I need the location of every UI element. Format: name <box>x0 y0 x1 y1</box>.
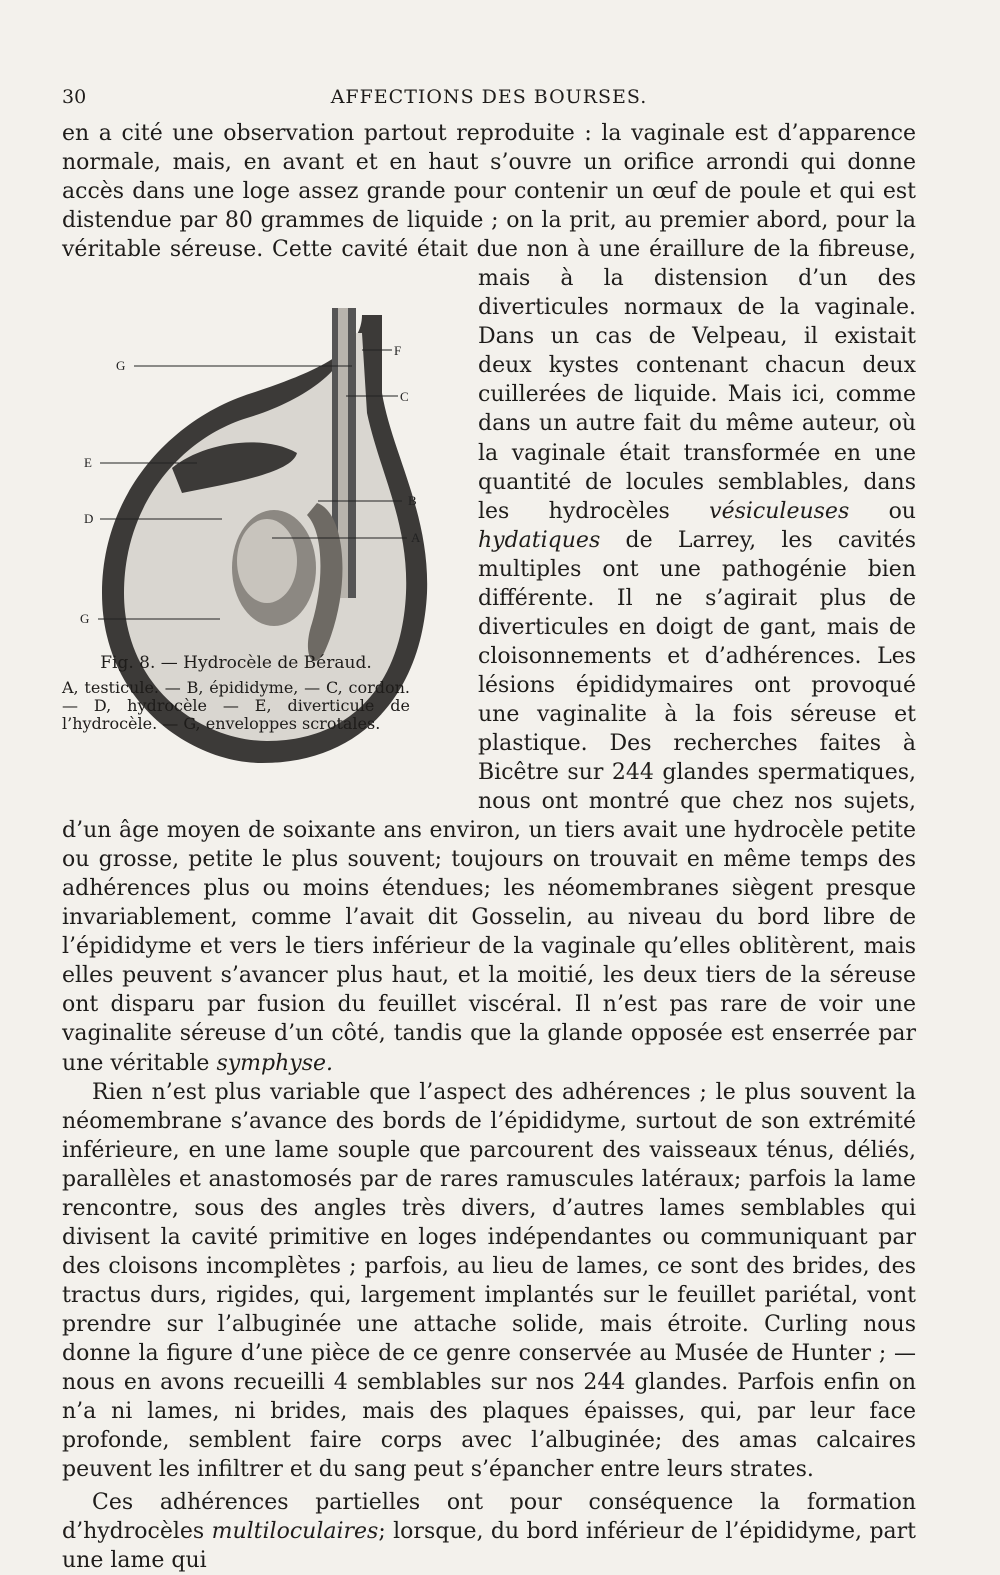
label-b: B <box>408 493 417 508</box>
testis-highlight <box>237 519 297 603</box>
paragraph-2: Rien n’est plus variable que l’aspect des adhérences ; le plus souvent la néomembrane s’avance des bords de l’épididyme, surtout de son extrémité inférieure, en une lame souple que parcourent des vaisseaux ténus, déliés, parallèles et anastomosés par de rares ramuscules latéraux; parfois la lame rencontre, sous des angles très divers, d’autres lames semblables qui divisent la cavité primitive en loges indépendantes ou communiquant par des cloisons incomplètes ; parfois, au lieu de lames, ce sont des brides, des tractus durs, rigides, qui, largement implantés sur le feuillet pariétal, vont prendre sur l’albuginée une attache solide, mais étroite. Curling nous donne la figure d’une pièce de ce genre conservée au Musée de Hunter ; — nous en avons recueilli 4 semblables sur nos 244 glandes. Parfois enfin on n’a ni lames, ni brides, mais des plaques épaisses, qui, par leur face profonde, semblent faire corps avec l’albuginée; des amas calcaires peuvent les infiltrer et du sang peut s’épancher entre leurs strates. <box>62 1079 916 1483</box>
paragraph-1 <box>62 119 916 1078</box>
page-number: 30 <box>62 86 87 108</box>
figure-8 <box>62 293 470 790</box>
figure-caption-title: Fig. 8. — Hydrocèle de Béraud. <box>100 653 372 673</box>
page-header <box>62 86 916 110</box>
paragraph-1-text-b: ou <box>849 498 916 524</box>
running-title: AFFECTIONS DES BOURSES. <box>330 86 648 108</box>
paragraph-3-text-b: ; lorsque, du bord inférieur de l’épididyme, part une lame qui <box>62 1519 916 1574</box>
paragraph-3 <box>62 1488 916 1575</box>
figure-caption-text: A, testicule. — B, épididyme, — C, cordon. — D, hydrocèle — E, diverticule de l’hydrocèle. — G, enveloppes scrotales. <box>62 678 410 733</box>
paragraph-3-emphasis: multiloculaires <box>211 1519 379 1545</box>
paragraph-1-text-c: de Larrey, les cavités multiples ont une pathogénie bien différente. Il ne s’agirait plus de diverticules en doigt de gant, mais de cloisonnements et d’adhérences. Les lésions épididymaires ont provoqué une vaginalite à la fois séreuse et plastique. Des recherches faites à Bicêtre sur 244 glandes spermatiques, nous ont montré que chez nos sujets, d’un âge moyen de soixante ans environ, un tiers avait une hydrocèle petite ou grosse, petite le plus souvent; toujours on trouvait en même temps des adhérences plus ou moins étendues; les néomembranes siègent presque invariablement, comme l’avait dit Gosselin, au niveau du bord libre de l’épididyme et vers le tiers inférieur de la vaginale qu’elles oblitèrent, mais elles peuvent s’avancer plus haut, et la moitié, les deux tiers de la séreuse ont disparu par fusion du feuillet viscéral. Il n’est pas rare de voir une vaginalite séreuse d’un côté, tandis que la glande opposée est enserrée par une véritable <box>62 527 916 1076</box>
paragraph-1-emphasis-2: hydatiques <box>478 527 601 553</box>
label-e: E <box>84 455 92 470</box>
label-a: A <box>411 530 421 545</box>
label-g-top: G <box>116 358 126 373</box>
label-g-bottom: G <box>80 611 90 626</box>
label-f: F <box>394 343 402 358</box>
body-text <box>62 118 916 1575</box>
label-c: C <box>400 389 409 404</box>
label-d: D <box>84 511 94 526</box>
paragraph-1-text-a: en a cité une observation partout reproduite : la vaginale est d’apparence normale, mais, en avant et en haut s’ouvre un orifice arrondi qui donne accès dans une loge assez grande pour contenir un œuf de poule et qui est distendue par 80 grammes de liquide ; on la prit, au premier abord, pour la véritable séreuse. Cette cavité était due non à une éraillure de la fibreuse, mais à la distension d’un des diverticules normaux de la vaginale. Dans un cas de Velpeau, il existait deux kystes contenant chacun deux cuillerées de liquide. Mais ici, comme dans un autre fait du même auteur, où la vaginale était transformée en une quantité de locules semblables, dans les hydrocèles <box>62 121 916 524</box>
paragraph-1-emphasis-3: symphyse. <box>216 1050 334 1076</box>
paragraph-3-text-a: Ces adhérences partielles ont pour conséquence la formation d’hydrocèles <box>62 1490 916 1545</box>
paragraph-1-emphasis-1: vésiculeuses <box>709 498 850 524</box>
